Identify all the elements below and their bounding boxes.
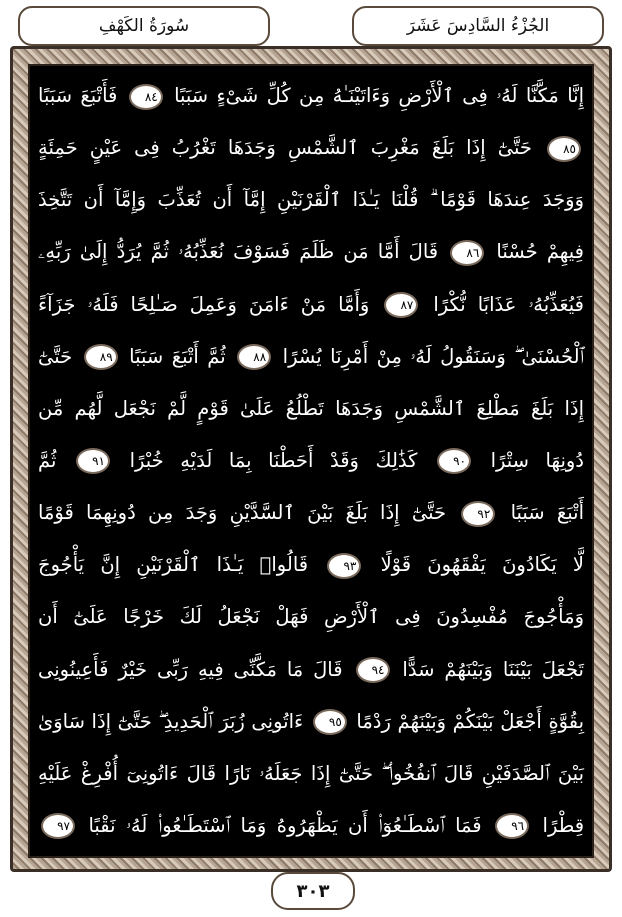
verse-text: وَوَجَدَ عِندَهَا قَوْمًا ۗ قُلْنَا يَـٰذَا ٱلْقَرْنَيْنِ إِمَّآ أَن تُعَذِّبَ وَإِمَّآ أَن تَتَّخِذَ — [38, 188, 584, 212]
verse-text: فَأَتْبَعَ سَبَبًا — [38, 84, 118, 107]
ayah-number-marker: ٩٦ — [495, 813, 529, 839]
verse-text: ثُمَّ أَتْبَعَ سَبَبًا — [129, 344, 226, 368]
verse-text: حَتَّىٰٓ إِذَا بَلَغَ بَيْنَ ٱلسَّدَّيْنِ وَجَدَ مِن دُونِهِمَا قَوْمًا — [38, 501, 447, 525]
verse-text: وَمَأْجُوجَ مُفْسِدُونَ فِى ٱلْأَرْضِ فَهَلْ نَجْعَلُ لَكَ خَرْجًا عَلَىٰٓ أَن — [38, 605, 584, 629]
verse-text: حَتَّىٰٓ — [38, 344, 73, 368]
verse-text: بَيْنَ ٱلصَّدَفَيْنِ قَالَ ٱنفُخُوا۟ ۖ حَتَّىٰٓ إِذَا جَعَلَهُۥ نَارًا قَالَ ءَاتُونِىٓ أُفْرِغْ عَلَيْهِ — [38, 761, 584, 785]
verse-text: كَذَٰلِكَ وَقَدْ أَحَطْنَا بِمَا لَدَيْهِ خُبْرًا — [129, 448, 418, 472]
text-line — [34, 804, 588, 848]
verse-text: إِذَا بَلَغَ مَطْلِعَ ٱلشَّمْسِ وَجَدَهَا تَطْلُعُ عَلَىٰ قَوْمٍ لَّمْ نَجْعَل لَّهُم مِّن — [38, 396, 584, 420]
verse-text: بِقُوَّةٍ أَجْعَلْ بَيْنَكُمْ وَبَيْنَهُمْ رَدْمًا — [356, 709, 585, 733]
ayah-number-marker: ٨٤ — [129, 84, 163, 110]
text-line — [34, 543, 588, 587]
verse-text: فَمَا ٱسْطَـٰعُوٓا۟ أَن يَظْهَرُوهُ وَمَا ٱسْتَطَـٰعُوا۟ لَهُۥ نَقْبًا — [88, 813, 482, 837]
ayah-number-marker: ٨٨ — [237, 344, 271, 370]
ayah-number-marker: ٨٦ — [450, 240, 484, 266]
text-line — [34, 335, 588, 379]
ayah-number-marker: ٩٥ — [313, 709, 347, 735]
verse-text: ثُمَّ — [38, 448, 57, 472]
ayah-number-marker: ٩٠ — [437, 448, 471, 474]
verse-text: تَجْعَلَ بَيْنَنَا وَبَيْنَهُمْ سَدًّا — [402, 657, 584, 681]
juz-text: الجُزْءُ السَّادِسَ عَشَرَ — [406, 16, 550, 36]
page-number-badge — [271, 872, 355, 910]
surah-label — [18, 6, 270, 46]
verse-text: أَتْبَعَ سَبَبًا — [510, 501, 584, 525]
text-line — [34, 595, 588, 639]
ayah-number-marker: ٨٧ — [384, 292, 418, 318]
verse-text: قَالَ أَمَّا مَن ظَلَمَ فَسَوْفَ نُعَذِّبُهُۥ ثُمَّ يُرَدُّ إِلَىٰ رَبِّهِۦ — [38, 240, 439, 264]
text-line — [34, 648, 588, 692]
text-line — [34, 491, 588, 535]
text-line — [34, 230, 588, 274]
text-line — [34, 439, 588, 483]
verse-text: حَتَّىٰٓ إِذَا بَلَغَ مَغْرِبَ ٱلشَّمْسِ وَجَدَهَا تَغْرُبُ فِى عَيْنٍ حَمِئَةٍ — [38, 136, 532, 160]
ayah-number-marker: ٩٧ — [41, 813, 75, 839]
text-line — [34, 126, 588, 170]
verse-text: ٱلْحُسْنَىٰ ۖ وَسَنَقُولُ لَهُۥ مِنْ أَمْرِنَا يُسْرًا — [282, 344, 585, 368]
ayah-number-marker: ٨٥ — [547, 136, 581, 162]
text-line — [34, 387, 588, 431]
quran-text-area — [34, 70, 588, 852]
page-number: ٣٠٣ — [296, 880, 330, 902]
verse-text: إِنَّا مَكَّنَّا لَهُۥ فِى ٱلْأَرْضِ وَءَاتَيْنَـٰهُ مِن كُلِّ شَىْءٍ سَبَبًا — [174, 84, 584, 107]
verse-text: ءَاتُونِى زُبَرَ ٱلْحَدِيدِ ۖ حَتَّىٰٓ إِذَا سَاوَىٰ — [38, 709, 304, 733]
verse-text: وَأَمَّا مَنْ ءَامَنَ وَعَمِلَ صَـٰلِحًا فَلَهُۥ جَزَآءً — [38, 292, 370, 316]
text-line — [34, 74, 588, 118]
surah-text: سُورَةُ الكَهْفِ — [98, 16, 190, 36]
ayah-number-marker: ٩٣ — [327, 553, 361, 579]
verse-text: دُونِهَا سِتْرًا — [490, 448, 584, 472]
verse-text: فِيهِمْ حُسْنًا — [496, 240, 584, 264]
text-line — [34, 178, 588, 222]
ayah-number-marker: ٩١ — [76, 448, 110, 474]
verse-text: فَيُعَذِّبُهُۥ عَذَابًا نُّكْرًا — [433, 292, 584, 316]
text-line — [34, 700, 588, 744]
verse-text: لَّا يَكَادُونَ يَفْقَهُونَ قَوْلًا — [380, 553, 584, 577]
text-line — [34, 752, 588, 796]
verse-text: قَالَ مَا مَكَّنِّى فِيهِ رَبِّى خَيْرٌ فَأَعِينُونِى — [38, 657, 343, 681]
verse-text: قَالُوا۟ يَـٰذَا ٱلْقَرْنَيْنِ إِنَّ يَأْجُوجَ — [38, 553, 309, 577]
ayah-number-marker: ٩٤ — [356, 657, 390, 683]
juz-label — [352, 6, 604, 46]
text-line — [34, 283, 588, 327]
ayah-number-marker: ٩٢ — [461, 501, 495, 527]
ayah-number-marker: ٨٩ — [84, 344, 118, 370]
verse-text: قِطْرًا — [542, 813, 585, 837]
